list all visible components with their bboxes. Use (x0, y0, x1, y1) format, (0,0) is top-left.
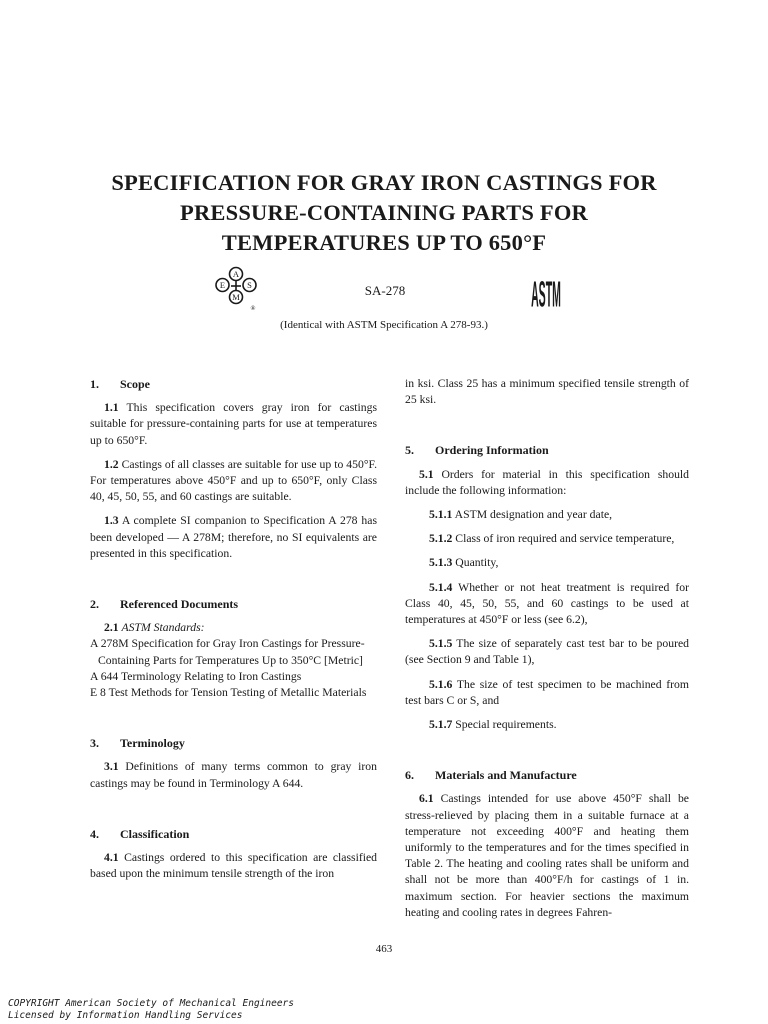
spec-number: SA-278 (364, 283, 406, 298)
paragraph-5-1-4: 5.1.4 Whether or not heat treatment is required for Class 40, 45, 50, 55, and 60 castings to be used at temperatures at 450°F or less (see 6.2), (405, 580, 689, 627)
left-column (90, 376, 377, 882)
reference-e8: E 8 Test Methods for Tension Testing of Metallic Materials (90, 686, 367, 700)
copyright-notice (8, 998, 294, 1022)
section-1-heading: 1. Scope (90, 377, 150, 391)
section-2-heading: 2. Referenced Documents (90, 597, 239, 612)
paragraph-4-1-continued: in ksi. Class 25 has a minimum specified tensile strength of 25 ksi. (405, 377, 689, 407)
paragraph-1-3: 1.3 A complete SI companion to Specification A 278 has been developed — A 278M; therefore, no SI equivalents are presented in this specification. (90, 514, 377, 560)
asme-logo-letter-s: S (247, 280, 252, 290)
identical-note: (Identical with ASTM Specification A 278-93.) (280, 319, 488, 331)
asme-logo-letter-e: E (219, 280, 226, 290)
asme-logo-letter-m: M (232, 292, 240, 302)
paragraph-2-1: 2.1 ASTM Standards: (104, 621, 205, 635)
section-3-heading: 3. Terminology (90, 736, 185, 751)
reference-a644: A 644 Terminology Relating to Iron Castings (90, 669, 302, 683)
paragraph-5-1-7: 5.1.7 Special requirements. (429, 718, 557, 732)
paragraph-5-1-1: 5.1.1 ASTM designation and year date, (429, 508, 613, 522)
asme-logo-registered: ® (250, 305, 256, 312)
section-4-heading: 4. Classification (90, 826, 190, 841)
document-title (60, 168, 708, 258)
page-number: 463 (375, 943, 393, 955)
paragraph-6-1: 6.1 Castings intended for use above 450°F shall be stress-relieved by placing them in a suitable furnace at a temperature not exceeding 400°F and heating them uniformly to the temperatures and for the times specified in Table 2. The heating and cooling rates shall be uniform and shall not be more than 400°F/h for castings of 1 in. maximum section. For heavier sections the maximum heating and cooling rates in degrees Fahren- (405, 792, 689, 919)
paragraph-5-1-5: 5.1.5 The size of separately cast test bar to be poured (see Section 9 and Table 1), (405, 637, 689, 667)
asme-logo-letter-a: A (232, 269, 240, 279)
paragraph-1-2: 1.2 Castings of all classes are suitable for use up to 450°F. For temperatures above 450°F and up to 650°F, only Class 40, 45, 50, 55, and 60 castings are suitable. (90, 457, 377, 504)
right-column (405, 376, 689, 921)
copyright-line-1: COPYRIGHT American Society of Mechanical Engineers (8, 998, 294, 1009)
paragraph-5-1-2: 5.1.2 Class of iron required and service temperature, (429, 532, 675, 546)
section-5-heading: 5. Ordering Information (405, 443, 549, 458)
title-line-3: TEMPERATURES UP TO 650°F (221, 230, 547, 255)
paragraph-5-1-3: 5.1.3 Quantity, (429, 556, 499, 570)
astm-logo (524, 270, 568, 314)
reference-a278m: A 278M Specification for Gray Iron Castings for Pressure-Containing Parts for Temperatures Up to 350°C [Metric] (90, 637, 365, 667)
astm-logo-text: ASTM (531, 274, 561, 314)
paragraph-5-1: 5.1 Orders for material in this specification should include the following information: (405, 467, 689, 497)
title-line-2: PRESSURE-CONTAINING PARTS FOR (180, 200, 588, 225)
paragraph-3-1: 3.1 Definitions of many terms common to gray iron castings may be found in Terminology A 644. (90, 760, 377, 790)
title-line-1: SPECIFICATION FOR GRAY IRON CASTINGS FOR (111, 170, 657, 195)
paragraph-4-1: 4.1 Castings ordered to this specification are classified based upon the minimum tensile strength of the iron (90, 851, 377, 881)
copyright-line-2: Licensed by Information Handling Services (8, 1010, 243, 1021)
paragraph-1-1: 1.1 This specification covers gray iron for castings suitable for pressure-containing parts for use at temperatures up to 650°F. (90, 401, 377, 447)
asme-logo (212, 266, 260, 312)
paragraph-5-1-6: 5.1.6 The size of test specimen to be machined from test bars C or S, and (405, 677, 689, 707)
section-6-heading: 6. Materials and Manufacture (405, 768, 577, 783)
